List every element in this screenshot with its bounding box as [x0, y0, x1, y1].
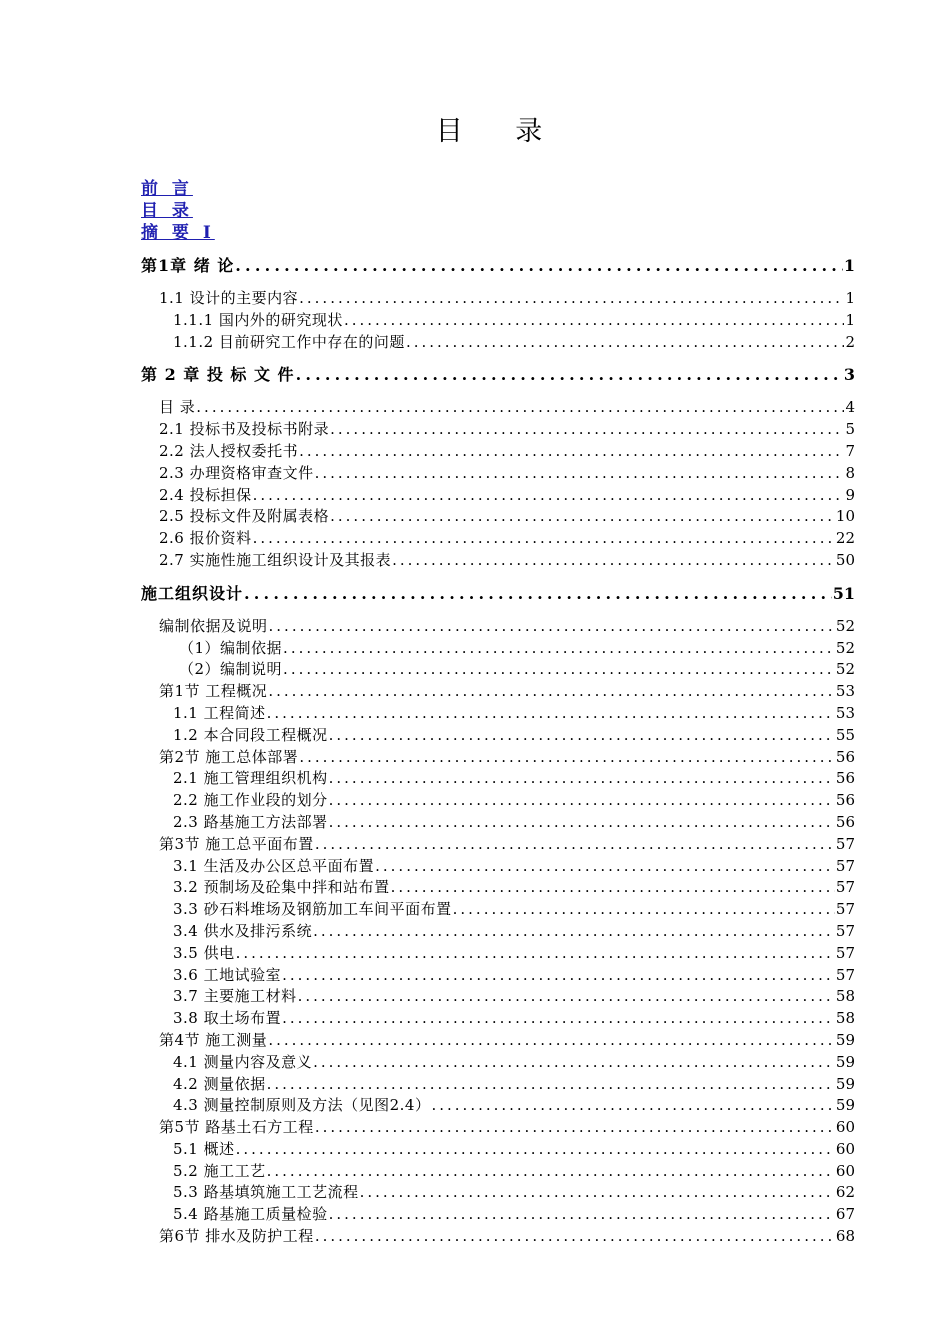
toc-row[interactable] [141, 616, 855, 638]
toc-page-number: 1 [845, 310, 855, 329]
toc-row[interactable] [141, 681, 855, 703]
toc-page-number: 57 [835, 834, 855, 853]
toc-page-number: 58 [835, 987, 855, 1006]
toc-dot-leader [315, 1226, 835, 1248]
toc-dot-leader [329, 768, 835, 790]
toc-row[interactable] [141, 812, 855, 834]
toc-dot-leader [269, 616, 835, 638]
toc-entry-title: 4.1 测量内容及意义 [173, 1052, 313, 1071]
toc-row[interactable] [141, 1030, 855, 1052]
toc-page-number: 53 [835, 682, 855, 701]
toc-row[interactable] [141, 703, 855, 725]
toc-row[interactable] [141, 899, 855, 921]
toc-page-number: 57 [835, 921, 855, 940]
toc-row[interactable] [141, 310, 855, 332]
toc-dot-leader [313, 921, 835, 943]
toc-entry-title: 第4节 施工测量 [159, 1030, 268, 1049]
toc-dot-leader [253, 485, 845, 507]
toc-row[interactable] [141, 943, 855, 965]
toc-row[interactable] [141, 1226, 855, 1248]
toc-dot-leader [244, 583, 832, 605]
toc-page-number: 57 [835, 856, 855, 875]
toc-entry-title: 2.1 投标书及投标书附录 [159, 420, 330, 439]
toc-entry-title: 3.8 取土场布置 [173, 1009, 282, 1028]
toc-entry-title: 第1节 工程概况 [159, 682, 268, 701]
toc-entry-title: 1.1.2 目前研究工作中存在的问题 [173, 332, 405, 351]
toc-entry-title: 第5节 路基土石方工程 [159, 1118, 314, 1137]
toc-dot-leader [283, 638, 835, 660]
toc-row[interactable] [141, 397, 855, 419]
toc-dot-leader [329, 812, 835, 834]
toc-entry-title: 3.3 砂石料堆场及钢筋加工车间平面布置 [173, 900, 452, 919]
toc-row[interactable] [141, 1117, 855, 1139]
link-preface[interactable]: 前 言 [141, 179, 193, 199]
toc-page-number: 1 [845, 289, 855, 307]
toc-page-number: 67 [835, 1205, 855, 1224]
toc-page-number: 3 [843, 365, 855, 385]
toc-entry-title: 2.2 施工作业段的划分 [173, 791, 328, 810]
toc-page-number: 1 [843, 256, 855, 275]
toc-entry-title: 2.6 报价资料 [159, 529, 252, 548]
toc-entry-title: 4.2 测量依据 [173, 1074, 266, 1093]
toc-entry-title: 编制依据及说明 [159, 616, 268, 635]
toc-row[interactable] [141, 659, 855, 681]
toc-row[interactable] [141, 528, 855, 550]
toc-page-number: 56 [835, 812, 855, 831]
toc-page-number: 5 [845, 420, 855, 439]
toc-page-number: 7 [845, 441, 855, 460]
toc-row[interactable] [141, 1095, 855, 1117]
toc-row[interactable] [141, 1052, 855, 1074]
toc-entry-title: （2）编制说明 [179, 660, 283, 679]
toc-dot-leader [330, 506, 835, 528]
toc-page-number: 57 [835, 900, 855, 919]
toc-row[interactable] [141, 506, 855, 528]
toc-entry-title: 3.7 主要施工材料 [173, 987, 297, 1006]
toc-dot-leader [344, 310, 845, 332]
toc-page-number: 59 [835, 1052, 855, 1071]
toc-dot-leader [268, 681, 835, 703]
toc-row[interactable] [141, 332, 855, 354]
toc-entry-title: （1）编制依据 [179, 638, 283, 657]
toc-dot-leader [299, 288, 844, 310]
toc-entry-title: 3.2 预制场及砼集中拌和站布置 [173, 878, 390, 897]
toc-dot-leader [329, 1204, 835, 1226]
toc-row[interactable] [141, 965, 855, 987]
toc-dot-leader [330, 419, 844, 441]
toc-dot-leader [235, 255, 843, 277]
toc-spacer [141, 386, 855, 397]
toc-dot-leader [253, 528, 835, 550]
toc-entry-title: 2.5 投标文件及附属表格 [159, 507, 330, 526]
toc-entry-title: 1.2 本合同段工程概况 [173, 725, 328, 744]
toc-page-number: 59 [835, 1096, 855, 1115]
toc-dot-leader [298, 986, 835, 1008]
toc-dot-leader [431, 1095, 834, 1117]
toc-chapter-row[interactable] [141, 364, 855, 386]
toc-page-number: 52 [835, 660, 855, 679]
toc-row[interactable] [141, 1204, 855, 1226]
toc-page-number: 9 [845, 485, 855, 504]
link-contents[interactable]: 目 录 [141, 201, 193, 221]
toc-entry-title: 2.7 实施性施工组织设计及其报表 [159, 550, 392, 569]
toc-entry-title: 3.1 生活及办公区总平面布置 [173, 856, 375, 875]
toc-row[interactable] [141, 725, 855, 747]
toc-entry-title: 3.6 工地试验室 [173, 965, 282, 984]
toc-page-number: 56 [835, 747, 855, 766]
toc-page-number: 60 [835, 1139, 855, 1158]
toc-dot-leader [391, 877, 835, 899]
toc-dot-leader [296, 364, 843, 386]
toc-row[interactable] [141, 877, 855, 899]
toc-dot-leader [329, 790, 835, 812]
toc-entry-title: 2.3 办理资格审查文件 [159, 463, 314, 482]
toc-chapter-row[interactable] [141, 255, 855, 277]
toc-dot-leader [299, 747, 835, 769]
toc-dot-leader [267, 703, 835, 725]
toc-page-number: 57 [835, 878, 855, 897]
toc-row[interactable] [141, 1074, 855, 1096]
toc-page-number: 60 [835, 1161, 855, 1180]
toc-entry-title: 2.1 施工管理组织机构 [173, 769, 328, 788]
toc-entry-title: 施工组织设计 [141, 583, 244, 603]
toc-page-number: 51 [832, 583, 855, 603]
toc-row[interactable] [141, 485, 855, 507]
toc-entry-title: 5.4 路基施工质量检验 [173, 1205, 328, 1224]
toc-page-number: 58 [835, 1009, 855, 1028]
toc-page-number: 52 [835, 616, 855, 635]
toc-row[interactable] [141, 1139, 855, 1161]
toc-dot-leader [375, 856, 835, 878]
toc-dot-leader [283, 659, 835, 681]
toc-entry-title: 1.1 工程简述 [173, 703, 266, 722]
toc-entry-title: 5.3 路基填筑施工工艺流程 [173, 1183, 359, 1202]
toc-entry-title: 1.1 设计的主要内容 [159, 289, 299, 307]
toc-page-number: 62 [835, 1183, 855, 1202]
toc-entry-title: 第6节 排水及防护工程 [159, 1227, 314, 1246]
toc-row[interactable] [141, 834, 855, 856]
toc-page-number: 57 [835, 965, 855, 984]
toc-entry-title: 4.3 测量控制原则及方法（见图2.4） [173, 1096, 431, 1115]
toc-dot-leader [268, 1030, 835, 1052]
toc-dot-leader [282, 1008, 835, 1030]
toc-page-number: 4 [845, 398, 855, 417]
toc-entry-title: 5.1 概述 [173, 1139, 235, 1158]
toc-entry-title: 1.1.1 国内外的研究现状 [173, 310, 343, 329]
toc-page-number: 57 [835, 943, 855, 962]
toc-row[interactable] [141, 921, 855, 943]
toc-row[interactable] [141, 747, 855, 769]
toc-spacer [141, 605, 855, 616]
toc-page-number: 55 [835, 725, 855, 744]
toc-page-number: 68 [835, 1227, 855, 1246]
toc-page-number: 60 [835, 1118, 855, 1137]
toc-dot-leader [236, 943, 835, 965]
front-links [141, 178, 215, 244]
toc-page-number: 59 [835, 1030, 855, 1049]
toc-dot-leader [267, 1161, 835, 1183]
toc-dot-leader [313, 1052, 835, 1074]
toc-spacer [141, 353, 855, 364]
toc-row[interactable] [141, 1182, 855, 1204]
toc-row[interactable] [141, 768, 855, 790]
toc-row[interactable] [141, 419, 855, 441]
toc-dot-leader [453, 899, 835, 921]
toc-page-number: 53 [835, 703, 855, 722]
toc-dot-leader [360, 1182, 835, 1204]
toc-page-number: 22 [835, 529, 855, 548]
toc-spacer [141, 277, 855, 288]
toc-entry-title: 目 录 [159, 398, 196, 417]
link-abstract[interactable]: 摘 要 I [141, 223, 215, 243]
toc-dot-leader [315, 1117, 835, 1139]
toc-dot-leader [196, 397, 844, 419]
toc-row[interactable] [141, 1161, 855, 1183]
toc-dot-leader [392, 550, 835, 572]
toc-row[interactable] [141, 986, 855, 1008]
toc-dot-leader [267, 1074, 835, 1096]
toc-dot-leader [315, 834, 835, 856]
toc-spacer [141, 572, 855, 583]
toc-page-number: 50 [835, 550, 855, 569]
toc-row[interactable] [141, 550, 855, 572]
toc-entry-title: 第 2 章 投 标 文 件 [141, 365, 295, 385]
toc-entry-title: 2.4 投标担保 [159, 485, 252, 504]
toc-entry-title: 3.5 供电 [173, 943, 235, 962]
toc-row[interactable] [141, 790, 855, 812]
toc-page-number: 2 [845, 332, 855, 351]
toc-page-number: 8 [845, 463, 855, 482]
toc-row[interactable] [141, 856, 855, 878]
table-of-contents [141, 255, 855, 1248]
toc-page-number: 10 [835, 507, 855, 526]
toc-page-number: 56 [835, 769, 855, 788]
toc-row[interactable] [141, 441, 855, 463]
toc-entry-title: 第3节 施工总平面布置 [159, 834, 314, 853]
toc-dot-leader [315, 463, 845, 485]
toc-row[interactable] [141, 638, 855, 660]
toc-page-number: 56 [835, 791, 855, 810]
toc-chapter-row[interactable] [141, 583, 855, 605]
toc-entry-title: 2.3 路基施工方法部署 [173, 812, 328, 831]
toc-entry-title: 3.4 供水及排污系统 [173, 921, 313, 940]
toc-row[interactable] [141, 288, 855, 310]
toc-entry-title: 5.2 施工工艺 [173, 1161, 266, 1180]
toc-page-number: 59 [835, 1074, 855, 1093]
toc-entry-title: 2.2 法人授权委托书 [159, 441, 299, 460]
toc-dot-leader [282, 965, 835, 987]
toc-entry-title: 第2节 施工总体部署 [159, 747, 299, 766]
toc-row[interactable] [141, 1008, 855, 1030]
toc-dot-leader [406, 332, 845, 354]
toc-row[interactable] [141, 463, 855, 485]
toc-page-number: 52 [835, 638, 855, 657]
toc-dot-leader [236, 1139, 835, 1161]
toc-dot-leader [299, 441, 844, 463]
toc-entry-title: 第1章 绪 论 [141, 256, 235, 275]
page-title: 目 录 [435, 116, 565, 147]
toc-dot-leader [329, 725, 835, 747]
